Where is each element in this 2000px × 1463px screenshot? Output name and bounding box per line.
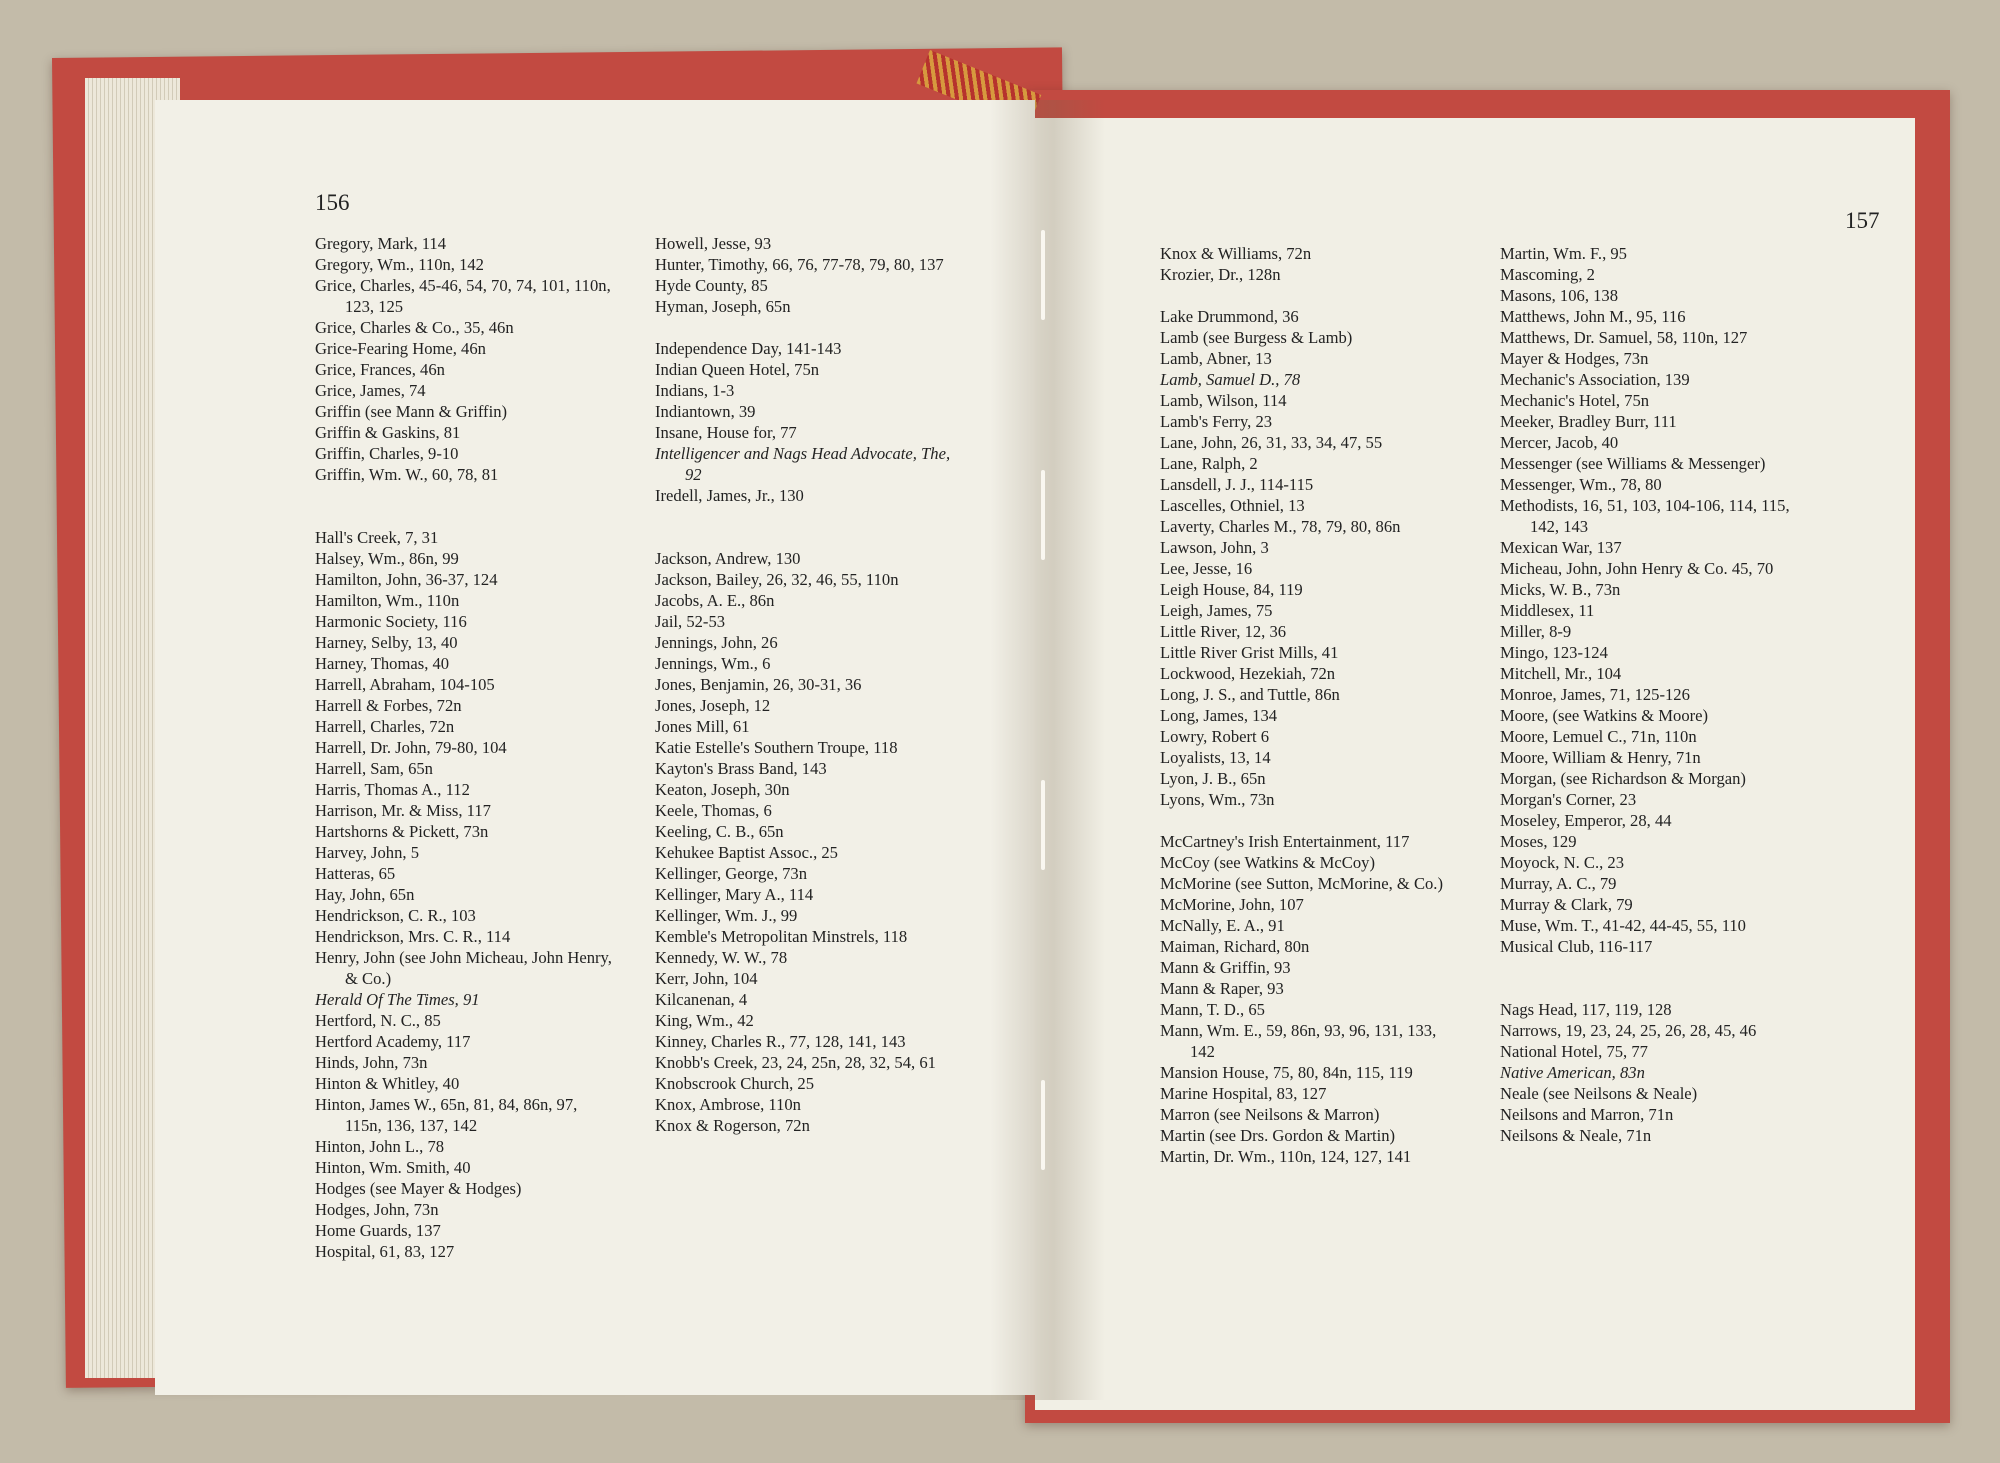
index-entry: McMorine (see Sutton, McMorine, & Co.)	[1160, 874, 1443, 893]
index-entry: Harrison, Mr. & Miss, 117	[315, 801, 491, 820]
index-entry: Harvey, John, 5	[315, 843, 419, 862]
index-entry: Harrell & Forbes, 72n	[315, 696, 462, 715]
index-entry: Hinton, James W., 65n, 81, 84, 86n, 97, 115n, 136, 137, 142	[315, 1095, 578, 1135]
index-entry: Messenger (see Williams & Messenger)	[1500, 454, 1766, 473]
index-entry: Moore, (see Watkins & Moore)	[1500, 706, 1709, 725]
binding-stitch	[1041, 230, 1045, 320]
index-entry: Insane, House for, 77	[655, 423, 797, 442]
index-entry: Jones Mill, 61	[655, 717, 750, 736]
index-entry: Lowry, Robert 6	[1160, 727, 1270, 746]
index-entry: Harrell, Dr. John, 79-80, 104	[315, 738, 507, 757]
index-entry: Jail, 52-53	[655, 612, 726, 631]
index-entry: McNally, E. A., 91	[1160, 916, 1285, 935]
index-entry: National Hotel, 75, 77	[1500, 1042, 1648, 1061]
index-entry: Masons, 106, 138	[1500, 286, 1619, 305]
right-page	[1035, 118, 1915, 1410]
index-entry: Morgan, (see Richardson & Morgan)	[1500, 769, 1746, 788]
index-entry: Hinton & Whitley, 40	[315, 1074, 460, 1093]
index-entry: Morgan's Corner, 23	[1500, 790, 1637, 809]
index-entry: Lee, Jesse, 16	[1160, 559, 1253, 578]
index-entry: Lansdell, J. J., 114-115	[1160, 475, 1314, 494]
index-entry: Hyde County, 85	[655, 276, 768, 295]
index-entry: Kerr, John, 104	[655, 969, 758, 988]
index-entry: Native American, 83n	[1500, 1063, 1645, 1082]
index-entry: Herald Of The Times, 91	[315, 990, 480, 1009]
index-spacer	[1500, 978, 1800, 999]
index-column-right-1	[1160, 243, 1460, 1167]
index-entry: Jones, Joseph, 12	[655, 696, 771, 715]
index-entry: Neilsons & Neale, 71n	[1500, 1126, 1652, 1145]
index-entry: Lane, Ralph, 2	[1160, 454, 1258, 473]
index-entry: Knox & Williams, 72n	[1160, 244, 1312, 263]
index-column-left-2	[655, 233, 955, 1136]
index-entry: Lamb, Wilson, 114	[1160, 391, 1287, 410]
index-entry: Home Guards, 137	[315, 1221, 441, 1240]
index-entry: Griffin, Wm. W., 60, 78, 81	[315, 465, 499, 484]
index-entry: Marine Hospital, 83, 127	[1160, 1084, 1327, 1103]
index-entry: Jennings, Wm., 6	[655, 654, 771, 673]
index-entry: Knobscrook Church, 25	[655, 1074, 815, 1093]
index-entry: Little River, 12, 36	[1160, 622, 1287, 641]
index-entry: Indiantown, 39	[655, 402, 756, 421]
index-entry: Keele, Thomas, 6	[655, 801, 772, 820]
index-entry: Martin, Dr. Wm., 110n, 124, 127, 141	[1160, 1147, 1412, 1166]
index-entry: Mayer & Hodges, 73n	[1500, 349, 1649, 368]
index-entry: Neilsons and Marron, 71n	[1500, 1105, 1674, 1124]
index-entry: Little River Grist Mills, 41	[1160, 643, 1339, 662]
index-entry: Narrows, 19, 23, 24, 25, 26, 28, 45, 46	[1500, 1021, 1757, 1040]
index-entry: King, Wm., 42	[655, 1011, 754, 1030]
index-spacer	[315, 506, 615, 527]
index-entry: Mann, Wm. E., 59, 86n, 93, 96, 131, 133, 142	[1160, 1021, 1437, 1061]
index-entry: Kinney, Charles R., 77, 128, 141, 143	[655, 1032, 906, 1051]
index-entry: Lamb, Samuel D., 78	[1160, 370, 1301, 389]
index-entry: Long, J. S., and Tuttle, 86n	[1160, 685, 1340, 704]
index-entry: Harrell, Abraham, 104-105	[315, 675, 495, 694]
index-spacer	[1160, 285, 1460, 306]
index-entry: Harrell, Charles, 72n	[315, 717, 455, 736]
index-entry: Intelligencer and Nags Head Advocate, The, 92	[655, 444, 951, 484]
index-entry: Grice, Frances, 46n	[315, 360, 445, 379]
index-entry: Kellinger, Wm. J., 99	[655, 906, 798, 925]
index-entry: Indians, 1-3	[655, 381, 735, 400]
index-entry: Griffin (see Mann & Griffin)	[315, 402, 508, 421]
index-entry: Moore, Lemuel C., 71n, 110n	[1500, 727, 1697, 746]
index-entry: Keeling, C. B., 65n	[655, 822, 784, 841]
index-entry: Griffin & Gaskins, 81	[315, 423, 461, 442]
index-entry: Moses, 129	[1500, 832, 1577, 851]
index-spacer	[1500, 957, 1800, 978]
index-entry: Laverty, Charles M., 78, 79, 80, 86n	[1160, 517, 1401, 536]
index-entry: Maiman, Richard, 80n	[1160, 937, 1310, 956]
index-entry: Hinds, John, 73n	[315, 1053, 428, 1072]
index-entry: Kellinger, Mary A., 114	[655, 885, 814, 904]
index-entry: Jackson, Andrew, 130	[655, 549, 801, 568]
index-entry: Knobb's Creek, 23, 24, 25n, 28, 32, 54, 61	[655, 1053, 936, 1072]
index-entry: Halsey, Wm., 86n, 99	[315, 549, 459, 568]
index-entry: Moyock, N. C., 23	[1500, 853, 1624, 872]
index-entry: Marron (see Neilsons & Marron)	[1160, 1105, 1380, 1124]
index-entry: Micheau, John, John Henry & Co. 45, 70	[1500, 559, 1774, 578]
index-entry: Hospital, 61, 83, 127	[315, 1242, 455, 1261]
index-entry: Hay, John, 65n	[315, 885, 415, 904]
index-entry: Grice-Fearing Home, 46n	[315, 339, 486, 358]
index-entry: Mitchell, Mr., 104	[1500, 664, 1622, 683]
index-entry: Hodges, John, 73n	[315, 1200, 439, 1219]
index-entry: Jennings, John, 26	[655, 633, 778, 652]
index-entry: Independence Day, 141-143	[655, 339, 842, 358]
index-entry: Leigh House, 84, 119	[1160, 580, 1303, 599]
index-entry: Mann & Griffin, 93	[1160, 958, 1291, 977]
index-entry: Harney, Selby, 13, 40	[315, 633, 458, 652]
index-entry: Moore, William & Henry, 71n	[1500, 748, 1701, 767]
index-entry: Hodges (see Mayer & Hodges)	[315, 1179, 522, 1198]
index-entry: Muse, Wm. T., 41-42, 44-45, 55, 110	[1500, 916, 1746, 935]
index-entry: Katie Estelle's Southern Troupe, 118	[655, 738, 898, 757]
index-entry: Mascoming, 2	[1500, 265, 1595, 284]
index-entry: Lane, John, 26, 31, 33, 34, 47, 55	[1160, 433, 1383, 452]
index-entry: Jacobs, A. E., 86n	[655, 591, 775, 610]
index-entry: Nags Head, 117, 119, 128	[1500, 1000, 1672, 1019]
index-entry: Henry, John (see John Micheau, John Henry, & Co.)	[315, 948, 612, 988]
index-entry: McCoy (see Watkins & McCoy)	[1160, 853, 1375, 872]
index-spacer	[655, 506, 955, 527]
index-entry: Mann & Raper, 93	[1160, 979, 1284, 998]
index-entry: Hunter, Timothy, 66, 76, 77-78, 79, 80, 137	[655, 255, 944, 274]
index-entry: Miller, 8-9	[1500, 622, 1572, 641]
index-entry: Martin (see Drs. Gordon & Martin)	[1160, 1126, 1396, 1145]
index-entry: Harney, Thomas, 40	[315, 654, 450, 673]
index-entry: Hinton, John L., 78	[315, 1137, 445, 1156]
index-column-left-1	[315, 233, 615, 1262]
index-entry: Harris, Thomas A., 112	[315, 780, 470, 799]
index-entry: Mercer, Jacob, 40	[1500, 433, 1619, 452]
index-entry: Musical Club, 116-117	[1500, 937, 1653, 956]
index-entry: Mexican War, 137	[1500, 538, 1622, 557]
index-entry: Krozier, Dr., 128n	[1160, 265, 1281, 284]
index-entry: Lawson, John, 3	[1160, 538, 1269, 557]
index-entry: Hamilton, John, 36-37, 124	[315, 570, 498, 589]
index-entry: Methodists, 16, 51, 103, 104-106, 114, 115, 142, 143	[1500, 496, 1790, 536]
index-entry: Gregory, Wm., 110n, 142	[315, 255, 484, 274]
index-entry: Middlesex, 11	[1500, 601, 1595, 620]
index-spacer	[315, 485, 615, 506]
index-entry: Leigh, James, 75	[1160, 601, 1273, 620]
index-entry: Lyon, J. B., 65n	[1160, 769, 1266, 788]
index-entry: Kayton's Brass Band, 143	[655, 759, 827, 778]
index-entry: McCartney's Irish Entertainment, 117	[1160, 832, 1410, 851]
index-entry: Kilcanenan, 4	[655, 990, 748, 1009]
index-entry: Mechanic's Association, 139	[1500, 370, 1690, 389]
index-entry: Hendrickson, Mrs. C. R., 114	[315, 927, 511, 946]
index-entry: Hall's Creek, 7, 31	[315, 528, 439, 547]
index-entry: Hyman, Joseph, 65n	[655, 297, 791, 316]
index-entry: Hartshorns & Pickett, 73n	[315, 822, 489, 841]
index-column-right-2	[1500, 243, 1800, 1146]
index-entry: Murray & Clark, 79	[1500, 895, 1633, 914]
index-entry: Kennedy, W. W., 78	[655, 948, 788, 967]
index-entry: Mansion House, 75, 80, 84n, 115, 119	[1160, 1063, 1413, 1082]
index-entry: Harrell, Sam, 65n	[315, 759, 433, 778]
index-entry: Howell, Jesse, 93	[655, 234, 772, 253]
page-number-left: 156	[315, 190, 350, 215]
index-entry: Lyons, Wm., 73n	[1160, 790, 1275, 809]
index-entry: Lockwood, Hezekiah, 72n	[1160, 664, 1336, 683]
binding-stitch	[1041, 470, 1045, 560]
index-entry: Hertford, N. C., 85	[315, 1011, 441, 1030]
index-entry: Hamilton, Wm., 110n	[315, 591, 460, 610]
index-entry: Harmonic Society, 116	[315, 612, 467, 631]
index-spacer	[655, 527, 955, 548]
index-entry: Long, James, 134	[1160, 706, 1278, 725]
index-entry: Grice, Charles & Co., 35, 46n	[315, 318, 514, 337]
left-page	[155, 100, 1035, 1395]
index-entry: Grice, Charles, 45-46, 54, 70, 74, 101, 110n, 123, 125	[315, 276, 611, 316]
index-entry: Lascelles, Othniel, 13	[1160, 496, 1305, 515]
index-entry: Mechanic's Hotel, 75n	[1500, 391, 1650, 410]
index-entry: Knox & Rogerson, 72n	[655, 1116, 810, 1135]
index-entry: Hertford Academy, 117	[315, 1032, 471, 1051]
index-entry: Lamb (see Burgess & Lamb)	[1160, 328, 1353, 347]
index-entry: Moseley, Emperor, 28, 44	[1500, 811, 1672, 830]
binding-stitch	[1041, 780, 1045, 870]
index-entry: Matthews, John M., 95, 116	[1500, 307, 1686, 326]
index-entry: Neale (see Neilsons & Neale)	[1500, 1084, 1698, 1103]
book-gutter	[990, 100, 1105, 1400]
index-entry: Iredell, James, Jr., 130	[655, 486, 804, 505]
index-spacer	[655, 317, 955, 338]
index-entry: Lake Drummond, 36	[1160, 307, 1299, 326]
index-entry: Lamb's Ferry, 23	[1160, 412, 1273, 431]
index-entry: McMorine, John, 107	[1160, 895, 1304, 914]
index-entry: Monroe, James, 71, 125-126	[1500, 685, 1690, 704]
index-entry: Kehukee Baptist Assoc., 25	[655, 843, 838, 862]
index-entry: Knox, Ambrose, 110n	[655, 1095, 801, 1114]
index-entry: Martin, Wm. F., 95	[1500, 244, 1627, 263]
index-entry: Messenger, Wm., 78, 80	[1500, 475, 1662, 494]
index-entry: Hendrickson, C. R., 103	[315, 906, 476, 925]
index-entry: Kellinger, George, 73n	[655, 864, 808, 883]
index-entry: Loyalists, 13, 14	[1160, 748, 1271, 767]
index-entry: Griffin, Charles, 9-10	[315, 444, 459, 463]
index-entry: Indian Queen Hotel, 75n	[655, 360, 820, 379]
index-entry: Hinton, Wm. Smith, 40	[315, 1158, 471, 1177]
index-entry: Matthews, Dr. Samuel, 58, 110n, 127	[1500, 328, 1748, 347]
index-entry: Keaton, Joseph, 30n	[655, 780, 790, 799]
index-entry: Grice, James, 74	[315, 381, 426, 400]
binding-stitch	[1041, 1080, 1045, 1170]
index-entry: Hatteras, 65	[315, 864, 396, 883]
index-entry: Lamb, Abner, 13	[1160, 349, 1272, 368]
index-spacer	[1160, 810, 1460, 831]
index-entry: Kemble's Metropolitan Minstrels, 118	[655, 927, 908, 946]
index-entry: Micks, W. B., 73n	[1500, 580, 1621, 599]
index-entry: Mann, T. D., 65	[1160, 1000, 1265, 1019]
index-entry: Jackson, Bailey, 26, 32, 46, 55, 110n	[655, 570, 899, 589]
index-entry: Jones, Benjamin, 26, 30-31, 36	[655, 675, 862, 694]
page-number-right: 157	[1845, 208, 1880, 233]
index-entry: Mingo, 123-124	[1500, 643, 1608, 662]
index-entry: Meeker, Bradley Burr, 111	[1500, 412, 1677, 431]
index-entry: Gregory, Mark, 114	[315, 234, 447, 253]
index-entry: Murray, A. C., 79	[1500, 874, 1617, 893]
